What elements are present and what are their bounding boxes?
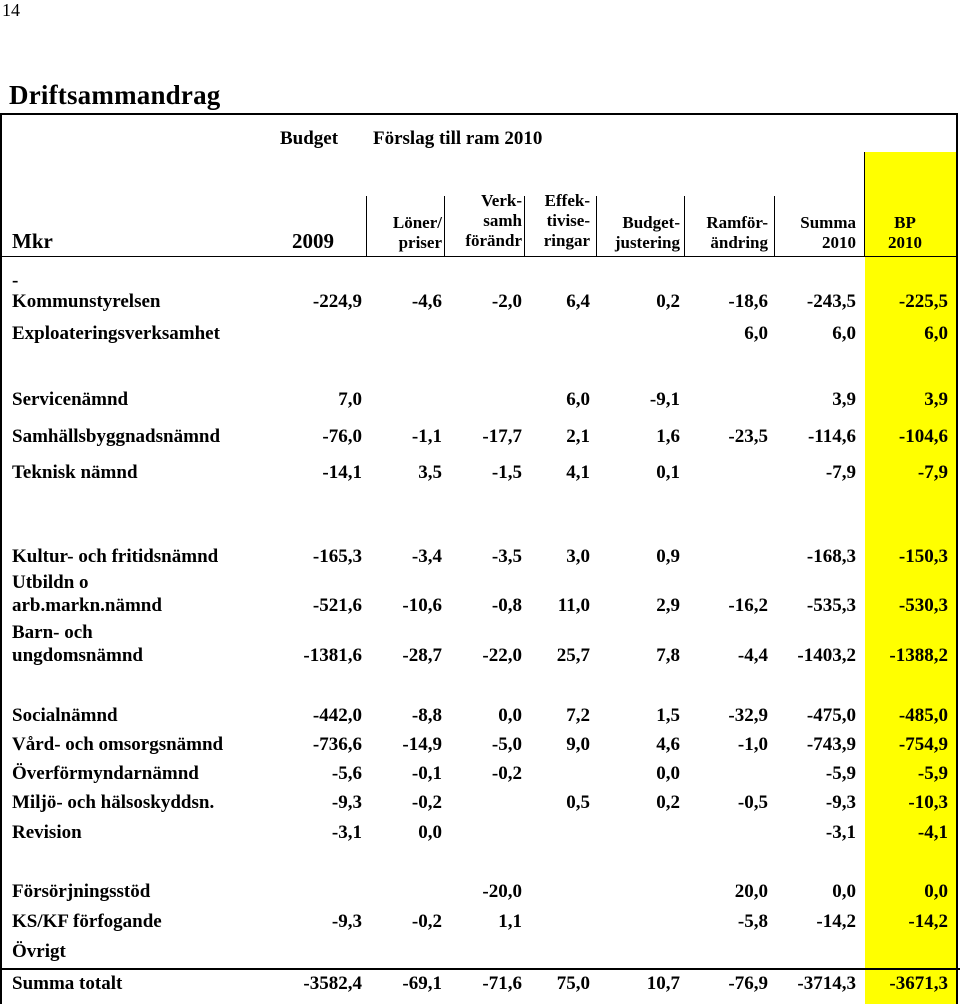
header-effektiviseringar: Effek- tivise- ringar: [543, 191, 590, 250]
header-forslag: Förslag till ram 2010: [373, 128, 543, 149]
table-cell: 3,5: [418, 462, 442, 483]
row-label-total: Summa totalt: [12, 973, 123, 994]
table-cell: -0,2: [411, 911, 442, 932]
row-label: Samhällsbyggnadsnämnd: [12, 426, 221, 447]
table-cell: -225,5: [898, 291, 948, 312]
table-cell: -14,1: [322, 462, 362, 483]
table-cell: -743,9: [806, 734, 856, 755]
table-cell: -71,6: [482, 973, 522, 994]
table-cell: -9,3: [331, 792, 362, 813]
header-budgetjustering: Budget- justering: [614, 213, 680, 252]
header-separator: [596, 196, 597, 256]
header-divider: [0, 256, 958, 257]
table-cell: 2,1: [566, 426, 590, 447]
table-cell: -10,3: [908, 792, 948, 813]
table-cell: 7,2: [566, 705, 590, 726]
table-cell: -0,8: [491, 595, 522, 616]
table-cell: 3,0: [566, 546, 590, 567]
table-cell: 7,8: [656, 645, 680, 666]
table-cell: -7,9: [917, 462, 948, 483]
header-verksamh-forandr: Verk- samh förändr: [465, 191, 522, 250]
table-cell: 4,6: [656, 734, 680, 755]
row-label: Utbildn o: [12, 572, 89, 593]
table-cell: 6,0: [566, 389, 590, 410]
table-cell: -17,7: [482, 426, 522, 447]
table-cell: 0,2: [656, 792, 680, 813]
table-cell: -521,6: [312, 595, 362, 616]
table-cell: -224,9: [312, 291, 362, 312]
table-cell: -20,0: [482, 881, 522, 902]
table-cell: 6,4: [566, 291, 590, 312]
table-cell: -69,1: [402, 973, 442, 994]
table-cell: -1,0: [737, 734, 768, 755]
table-cell: -1,1: [411, 426, 442, 447]
row-label: ungdomsnämnd: [12, 645, 143, 666]
page-number: 14: [2, 0, 20, 20]
header-separator: [524, 196, 525, 256]
table-cell: 1,5: [656, 705, 680, 726]
table-cell: -485,0: [898, 705, 948, 726]
table-cell: 0,0: [656, 763, 680, 784]
table-cell: -3671,3: [889, 973, 948, 994]
table-cell: -535,3: [806, 595, 856, 616]
dash-marker: -: [12, 270, 19, 291]
header-separator: [774, 196, 775, 256]
table-cell: -7,9: [825, 462, 856, 483]
header-loner-priser: Löner/ priser: [392, 213, 442, 252]
table-cell: 1,1: [498, 911, 522, 932]
table-cell: -5,8: [737, 911, 768, 932]
table-cell: -3,1: [331, 822, 362, 843]
table-cell: 0,0: [832, 881, 856, 902]
row-label: arb.markn.nämnd: [12, 595, 162, 616]
row-label: Övrigt: [12, 941, 66, 962]
row-label: KS/KF förfogande: [12, 911, 162, 932]
row-label: Teknisk nämnd: [12, 462, 138, 483]
table-cell: -16,2: [728, 595, 768, 616]
table-cell: 0,0: [418, 822, 442, 843]
total-divider: [0, 968, 960, 970]
table-cell: -4,4: [737, 645, 768, 666]
table-cell: -0,2: [491, 763, 522, 784]
header-summa-2010: Summa 2010: [800, 213, 856, 252]
table-cell: 6,0: [924, 323, 948, 344]
table-cell: -5,6: [331, 763, 362, 784]
table-cell: -243,5: [806, 291, 856, 312]
table-cell: -14,9: [402, 734, 442, 755]
row-label: Socialnämnd: [12, 705, 118, 726]
header-separator: [444, 196, 445, 256]
table-cell: 0,0: [498, 705, 522, 726]
table-cell: -3,1: [825, 822, 856, 843]
table-cell: -4,1: [917, 822, 948, 843]
table-cell: -114,6: [807, 426, 856, 447]
row-label: Servicenämnd: [12, 389, 129, 410]
table-cell: -28,7: [402, 645, 442, 666]
table-cell: 7,0: [338, 389, 362, 410]
row-label: Kultur- och fritidsnämnd: [12, 546, 219, 567]
table-cell: -168,3: [806, 546, 856, 567]
table-cell: -3714,3: [797, 973, 856, 994]
table-cell: 0,5: [566, 792, 590, 813]
table-cell: -150,3: [898, 546, 948, 567]
table-cell: -5,9: [917, 763, 948, 784]
table-cell: 0,0: [924, 881, 948, 902]
table-cell: -5,9: [825, 763, 856, 784]
table-cell: 2,9: [656, 595, 680, 616]
table-cell: -18,6: [728, 291, 768, 312]
table-cell: -3,5: [491, 546, 522, 567]
header-separator: [864, 152, 865, 256]
row-label: Vård- och omsorgsnämnd: [12, 734, 224, 755]
table-cell: -14,2: [816, 911, 856, 932]
table-cell: -32,9: [728, 705, 768, 726]
table-cell: -8,8: [411, 705, 442, 726]
row-label: Exploateringsverksamhet: [12, 323, 220, 344]
table-cell: -0,1: [411, 763, 442, 784]
row-label: Revision: [12, 822, 82, 843]
table-cell: 9,0: [566, 734, 590, 755]
header-separator: [684, 196, 685, 256]
table-cell: 0,9: [656, 546, 680, 567]
table-cell: -9,3: [825, 792, 856, 813]
table-cell: -10,6: [402, 595, 442, 616]
table-cell: -1403,2: [797, 645, 856, 666]
table-cell: -0,5: [737, 792, 768, 813]
table-cell: -5,0: [491, 734, 522, 755]
table-cell: -530,3: [898, 595, 948, 616]
table-cell: -442,0: [312, 705, 362, 726]
table-cell: -0,2: [411, 792, 442, 813]
table-cell: -754,9: [898, 734, 948, 755]
table-cell: -2,0: [491, 291, 522, 312]
table-cell: -23,5: [728, 426, 768, 447]
table-cell: 1,6: [656, 426, 680, 447]
table-cell: -475,0: [806, 705, 856, 726]
table-cell: 3,9: [832, 389, 856, 410]
table-cell: 6,0: [832, 323, 856, 344]
table-cell: -1381,6: [303, 645, 362, 666]
header-mkr: Mkr: [12, 229, 53, 253]
row-label: Kommunstyrelsen: [12, 291, 161, 312]
table-cell: 4,1: [566, 462, 590, 483]
table-cell: 20,0: [734, 881, 768, 902]
table-cell: -4,6: [411, 291, 442, 312]
table-cell: -1,5: [491, 462, 522, 483]
row-label: Överförmyndarnämnd: [12, 763, 199, 784]
row-label: Försörjningsstöd: [12, 881, 151, 902]
table-cell: 3,9: [924, 389, 948, 410]
table-cell: 25,7: [556, 645, 590, 666]
header-2009: 2009: [292, 229, 334, 253]
table-cell: -9,3: [331, 911, 362, 932]
table-cell: -3582,4: [303, 973, 362, 994]
table-cell: 0,2: [656, 291, 680, 312]
table-cell: 75,0: [556, 973, 590, 994]
table-cell: 0,1: [656, 462, 680, 483]
header-budget: Budget: [280, 128, 339, 149]
table-cell: -1388,2: [889, 645, 948, 666]
table-cell: -9,1: [649, 389, 680, 410]
header-separator: [366, 196, 367, 256]
table-cell: 6,0: [744, 323, 768, 344]
table-cell: -104,6: [898, 426, 948, 447]
table-cell: -736,6: [312, 734, 362, 755]
table-cell: -76,0: [322, 426, 362, 447]
row-label: Barn- och: [12, 622, 93, 643]
header-ramforandring: Ramför- ändring: [706, 213, 768, 252]
table-cell: -165,3: [312, 546, 362, 567]
page-title: Driftsammandrag: [9, 80, 221, 110]
table-cell: -76,9: [728, 973, 768, 994]
header-bp-2010: BP 2010: [888, 213, 922, 252]
row-label: Miljö- och hälsoskyddsn.: [12, 792, 215, 813]
table-cell: 11,0: [557, 595, 590, 616]
table-cell: -22,0: [482, 645, 522, 666]
table-cell: -14,2: [908, 911, 948, 932]
table-cell: 10,7: [646, 973, 680, 994]
table-cell: -3,4: [411, 546, 442, 567]
